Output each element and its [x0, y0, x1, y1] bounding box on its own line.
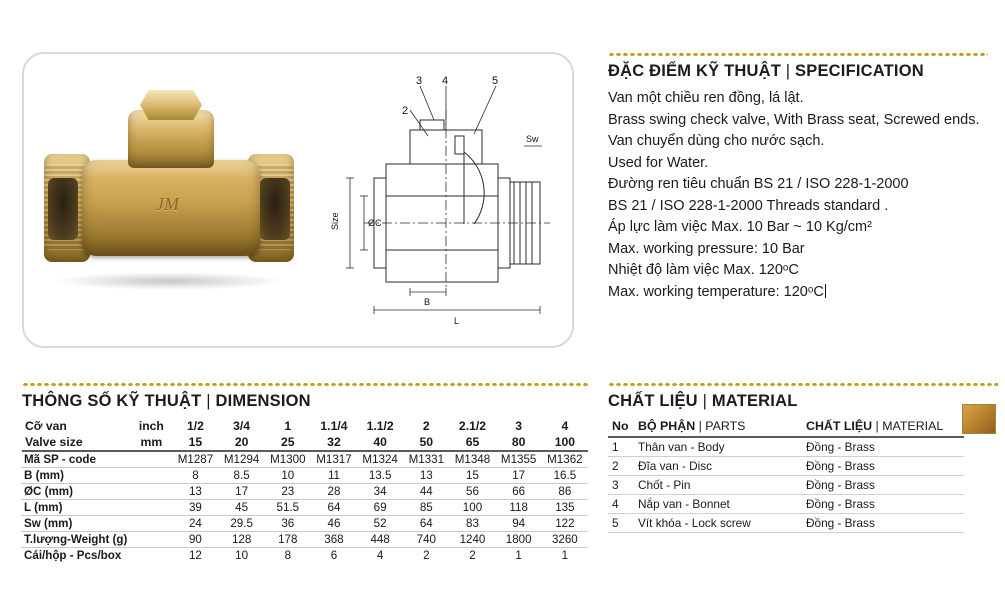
dimension-cell-3-0: 39 [172, 500, 218, 516]
dimension-mm-8: 100 [554, 435, 576, 449]
material-header-material-en: MATERIAL [882, 419, 944, 433]
dimension-cell-6-1: 10 [219, 548, 265, 564]
dimension-mm-7: 80 [511, 435, 526, 449]
dimension-cell-4-8: 122 [542, 516, 588, 532]
dimension-cell-4-3: 46 [311, 516, 357, 532]
dimension-cell-3-8: 135 [542, 500, 588, 516]
valve-inlet-bore [48, 178, 78, 240]
dimension-unit-inch: inch [138, 419, 164, 433]
dimension-cell-0-6: M1348 [449, 451, 495, 468]
spec-line-7: Áp lực làm việc Max. 10 Bar ~ 10 Kg/cm² [608, 219, 872, 235]
dimension-cell-0-5: M1331 [403, 451, 449, 468]
dimension-inch-2: 1 [284, 419, 292, 433]
dimension-mm-6: 65 [465, 435, 480, 449]
dimension-cell-6-8: 1 [542, 548, 588, 564]
spec-line-1: Van một chiều ren đồng, lá lật. [608, 90, 804, 106]
dimension-cell-2-7: 66 [496, 484, 542, 500]
material-section [608, 382, 998, 533]
dimension-cell-1-5: 13 [403, 468, 449, 484]
dimension-inch-7: 3 [515, 419, 523, 433]
dimension-cell-1-4: 13.5 [357, 468, 403, 484]
spec-line-10 [608, 282, 988, 304]
dimension-row-label-1: B (mm) [22, 468, 130, 484]
drawing-label-b: B [424, 297, 431, 307]
specification-title-en: SPECIFICATION [795, 62, 924, 80]
table-row [608, 437, 964, 457]
specification-title [608, 62, 988, 81]
drawing-callout-4: 4 [442, 75, 449, 87]
dimension-cell-6-6: 2 [449, 548, 495, 564]
spec-line-8: Max. working pressure: 10 Bar [608, 240, 805, 257]
dimension-inch-4: 1.1/2 [366, 419, 394, 433]
dimension-inch-0: 1/2 [186, 419, 204, 433]
drawing-callout-3: 3 [416, 75, 423, 87]
specification-title-separator: | [780, 62, 796, 80]
drawing-label-size: Size [330, 212, 340, 230]
material-part-0: Thân van - Body [634, 437, 802, 457]
dimension-row-label-4: Sw (mm) [22, 516, 130, 532]
table-row [22, 500, 588, 516]
dimension-cell-5-5: 740 [403, 532, 449, 548]
specification-title-vi: ĐẶC ĐIỂM KỸ THUẬT [608, 62, 781, 80]
dimension-title-separator: | [201, 392, 216, 410]
dimension-cell-2-2: 23 [265, 484, 311, 500]
dimension-cell-3-1: 45 [219, 500, 265, 516]
dimension-title [22, 392, 588, 411]
dimension-cell-6-3: 6 [311, 548, 357, 564]
dimension-inch-6: 2.1/2 [458, 419, 487, 433]
dimension-mm-1: 20 [234, 435, 249, 449]
dimension-cell-1-2: 10 [265, 468, 311, 484]
dimension-cell-0-7: M1355 [496, 451, 542, 468]
material-material-1: Đồng - Brass [802, 457, 964, 476]
dimension-cell-6-7: 1 [496, 548, 542, 564]
material-no-1: 2 [608, 457, 634, 476]
valve-brand-mark: JM [156, 194, 179, 214]
dimension-cell-6-5: 2 [403, 548, 449, 564]
dimension-cell-1-6: 15 [449, 468, 495, 484]
dimension-cell-6-4: 4 [357, 548, 403, 564]
dimension-cell-5-6: 1240 [449, 532, 495, 548]
dimension-title-vi: THÔNG SỐ KỸ THUẬT [22, 392, 202, 410]
drawing-callout-5: 5 [492, 75, 499, 87]
dimension-inch-1: 3/4 [233, 419, 251, 433]
dimension-cell-2-6: 56 [449, 484, 495, 500]
dimension-mm-5: 50 [419, 435, 434, 449]
dimension-size-label-en: Valve size [25, 435, 83, 449]
dimension-cell-4-6: 83 [449, 516, 495, 532]
material-title [608, 392, 998, 411]
material-header-parts [634, 418, 802, 437]
dimension-inch-3: 1.1/4 [320, 419, 348, 433]
drawing-label-sw: Sw [526, 134, 539, 144]
spec-line-9: Nhiệt độ làm việc Max. 120ᵒC [608, 262, 799, 278]
material-header-material [802, 418, 964, 437]
valve-drop-shadow [54, 272, 286, 290]
dimension-mm-2: 25 [281, 435, 295, 449]
valve-photograph [44, 82, 294, 312]
material-material-2: Đồng - Brass [802, 476, 964, 495]
material-header-parts-vi: BỘ PHẬN [638, 419, 696, 433]
table-row [608, 476, 964, 495]
dimension-cell-0-8: M1362 [542, 451, 588, 468]
table-row [608, 495, 964, 514]
dimension-cell-1-0: 8 [172, 468, 218, 484]
table-row [22, 532, 588, 548]
dimension-cell-4-7: 94 [496, 516, 542, 532]
dimension-header-row-mm [22, 434, 588, 451]
material-header-no: No [608, 418, 634, 437]
dimension-row-label-2: ØC (mm) [22, 484, 130, 500]
material-part-2: Chốt - Pin [634, 476, 802, 495]
dimension-cell-2-3: 28 [311, 484, 357, 500]
dimension-row-label-3: L (mm) [22, 500, 130, 516]
dimension-cell-6-0: 12 [172, 548, 218, 564]
dimension-cell-5-1: 128 [219, 532, 265, 548]
table-row [22, 484, 588, 500]
dimension-cell-3-6: 100 [449, 500, 495, 516]
dimension-cell-5-4: 448 [357, 532, 403, 548]
material-part-4: Vít khóa - Lock screw [634, 514, 802, 533]
table-row [22, 516, 588, 532]
dimension-mm-4: 40 [373, 435, 387, 449]
dimension-header-row-inch [22, 418, 588, 434]
dimension-cell-4-5: 64 [403, 516, 449, 532]
dimension-cell-2-4: 34 [357, 484, 403, 500]
dimension-cell-4-0: 24 [172, 516, 218, 532]
dimension-unit-mm: mm [140, 435, 163, 449]
dimension-cell-0-3: M1317 [311, 451, 357, 468]
dimension-cell-3-5: 85 [403, 500, 449, 516]
dimension-section [22, 382, 588, 563]
table-row [22, 548, 588, 564]
table-row [608, 457, 964, 476]
dimension-cell-0-4: M1324 [357, 451, 403, 468]
product-image-card [22, 52, 574, 348]
dimension-cell-0-0: M1287 [172, 451, 218, 468]
material-part-1: Đĩa van - Disc [634, 457, 802, 476]
text-cursor [825, 284, 826, 298]
dimension-cell-2-1: 17 [219, 484, 265, 500]
dimension-cell-4-1: 29.5 [219, 516, 265, 532]
material-no-0: 1 [608, 437, 634, 457]
dimension-cell-1-3: 11 [311, 468, 357, 484]
dimension-mm-0: 15 [188, 435, 203, 449]
drawing-callout-2: 2 [402, 105, 409, 117]
drawing-label-l: L [454, 316, 460, 326]
product-illustration-column [22, 52, 582, 348]
material-material-4: Đồng - Brass [802, 514, 964, 533]
material-material-3: Đồng - Brass [802, 495, 964, 514]
dimension-title-en: DIMENSION [215, 392, 311, 410]
dimension-divider [22, 382, 588, 387]
dimension-cell-0-1: M1294 [219, 451, 265, 468]
dimension-cell-3-2: 51.5 [265, 500, 311, 516]
dimension-cell-0-2: M1300 [265, 451, 311, 468]
dimension-cell-3-3: 64 [311, 500, 357, 516]
spec-line-10-text: Max. working temperature: 120ᵒC [608, 283, 824, 300]
material-no-4: 5 [608, 514, 634, 533]
dimension-row-label-6: Cái/hộp - Pcs/box [22, 548, 130, 564]
dimension-cell-6-2: 8 [265, 548, 311, 564]
dimension-inch-8: 4 [561, 419, 569, 433]
dimension-cell-5-0: 90 [172, 532, 218, 548]
specification-divider [608, 52, 988, 57]
dimension-row-label-5: T.lượng-Weight (g) [22, 532, 130, 548]
valve-hex-nut [140, 90, 202, 120]
spec-line-2: Brass swing check valve, With Brass seat, Screwed ends. [608, 111, 980, 128]
table-row [22, 451, 588, 468]
material-header-parts-en: PARTS [705, 419, 746, 433]
dimension-cell-5-8: 3260 [542, 532, 588, 548]
material-header-material-sep: | [872, 419, 883, 433]
dimension-cell-3-4: 69 [357, 500, 403, 516]
dimension-cell-2-0: 13 [172, 484, 218, 500]
dimension-cell-4-4: 52 [357, 516, 403, 532]
specification-column [608, 52, 988, 303]
material-material-0: Đồng - Brass [802, 437, 964, 457]
material-header-row [608, 418, 964, 437]
material-header-parts-sep: | [695, 419, 706, 433]
dimension-cell-4-2: 36 [265, 516, 311, 532]
dimension-cell-3-7: 118 [496, 500, 542, 516]
dimension-row-label-0: Mã SP - code [22, 451, 130, 468]
dimension-cell-5-2: 178 [265, 532, 311, 548]
material-title-separator: | [697, 392, 712, 410]
drawing-label-oc: ØC [368, 218, 382, 228]
material-divider [608, 382, 998, 387]
dimension-cell-5-7: 1800 [496, 532, 542, 548]
dimension-cell-1-8: 16.5 [542, 468, 588, 484]
dimension-cell-1-1: 8.5 [219, 468, 265, 484]
table-row [22, 468, 588, 484]
spec-line-5: Đường ren tiêu chuẩn BS 21 / ISO 228-1-2000 [608, 176, 909, 192]
technical-drawing [324, 74, 564, 334]
dimension-size-label-vi: Cỡ van [25, 419, 67, 433]
specification-body [608, 88, 988, 303]
material-part-3: Nắp van - Bonnet [634, 495, 802, 514]
brass-color-swatch [962, 404, 996, 434]
dimension-cell-5-3: 368 [311, 532, 357, 548]
material-no-3: 4 [608, 495, 634, 514]
table-row [608, 514, 964, 533]
dimension-table [22, 418, 588, 563]
valve-outlet-bore [260, 178, 290, 240]
material-no-2: 3 [608, 476, 634, 495]
material-title-vi: CHẤT LIỆU [608, 392, 698, 410]
material-table [608, 418, 964, 533]
spec-line-3: Van chuyển dùng cho nước sạch. [608, 133, 825, 149]
dimension-cell-2-5: 44 [403, 484, 449, 500]
dimension-inch-5: 2 [422, 419, 430, 433]
material-header-material-vi: CHẤT LIỆU [806, 419, 873, 433]
spec-line-4: Used for Water. [608, 154, 709, 171]
dimension-cell-1-7: 17 [496, 468, 542, 484]
material-title-en: MATERIAL [711, 392, 798, 410]
spec-line-6: BS 21 / ISO 228-1-2000 Threads standard . [608, 197, 889, 214]
dimension-cell-2-8: 86 [542, 484, 588, 500]
dimension-mm-3: 32 [327, 435, 341, 449]
